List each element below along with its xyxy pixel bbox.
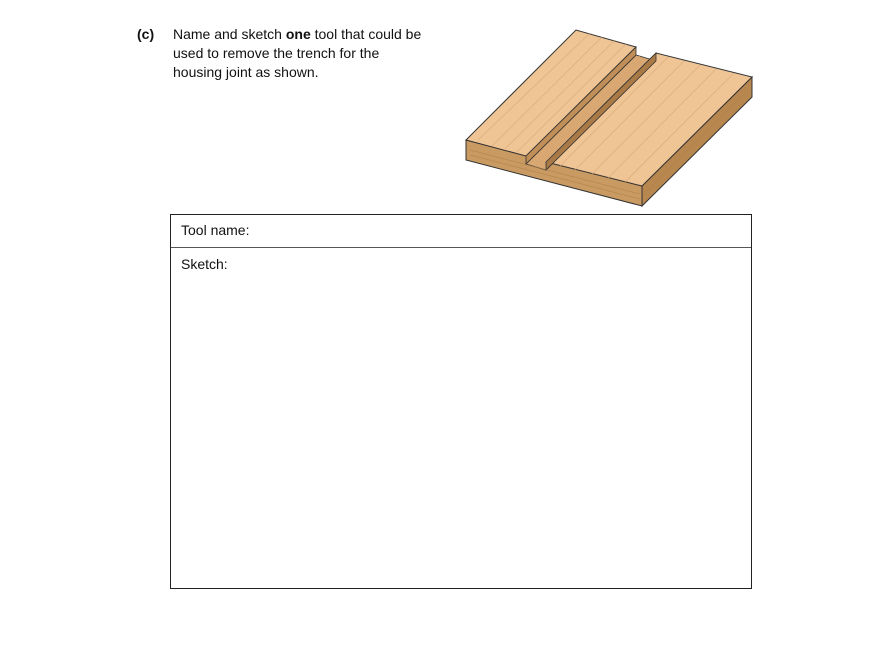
question-text-end: tool that could be used to remove the trench for the housing joint as shown. — [173, 26, 422, 80]
sketch-area[interactable] — [181, 272, 751, 572]
question-text — [173, 25, 423, 82]
question-text-start: Name and sketch — [173, 26, 286, 42]
question-label: (c) — [137, 26, 155, 42]
sketch-label: Sketch: — [181, 256, 228, 272]
tool-name-label: Tool name: — [181, 222, 250, 238]
housing-joint-figure — [462, 26, 757, 210]
question-emphasis: one — [285, 26, 311, 42]
sketch-row — [171, 248, 751, 578]
tool-name-row[interactable] — [171, 215, 751, 248]
answer-box — [170, 214, 752, 589]
